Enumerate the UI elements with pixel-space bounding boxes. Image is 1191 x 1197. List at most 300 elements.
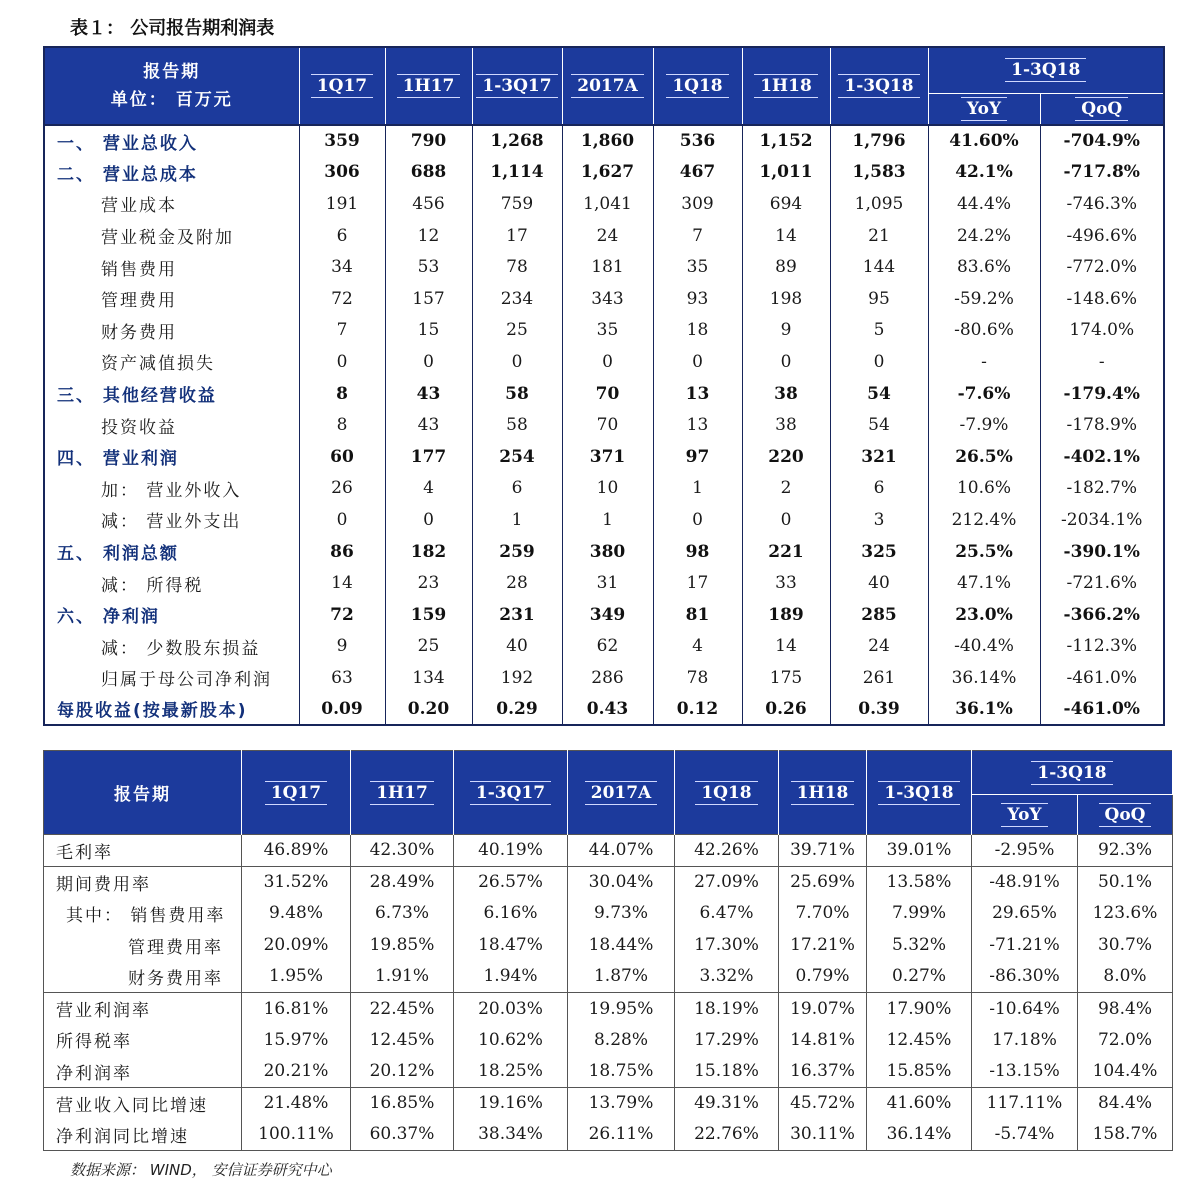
table-cell: 28.49% xyxy=(351,866,454,898)
table-cell: 13 xyxy=(653,378,742,410)
table-cell: 1.95% xyxy=(242,961,351,993)
table-cell: 35 xyxy=(653,251,742,283)
table-cell: 1 xyxy=(653,473,742,505)
table-row xyxy=(44,1024,1173,1056)
table-cell: 1,095 xyxy=(830,188,928,220)
table-cell: 25.5% xyxy=(928,536,1040,568)
table-row xyxy=(44,125,1164,157)
table-cell: 92.3% xyxy=(1078,835,1173,867)
table-cell: 72 xyxy=(299,599,385,631)
table-cell: 4 xyxy=(385,473,472,505)
table-cell: 221 xyxy=(742,536,830,568)
table-cell: 36.14% xyxy=(867,1119,972,1151)
table-cell: 18.19% xyxy=(675,992,779,1024)
table-cell: 84.4% xyxy=(1078,1087,1173,1119)
table-cell: 6.73% xyxy=(351,898,454,930)
table-cell: 25 xyxy=(385,631,472,663)
table-cell: 17 xyxy=(653,567,742,599)
table-cell: 19.85% xyxy=(351,929,454,961)
table-cell: 7 xyxy=(299,315,385,347)
table-cell: 38 xyxy=(742,378,830,410)
table-cell: 1,627 xyxy=(562,157,653,189)
table-cell: 17.21% xyxy=(779,929,867,961)
header-unit: 单位： 百万元 xyxy=(110,90,233,110)
table-cell: 36.14% xyxy=(928,662,1040,694)
table-cell: 0 xyxy=(742,346,830,378)
table-cell: 1.91% xyxy=(351,961,454,993)
table-cell: 181 xyxy=(562,251,653,283)
table-cell: 231 xyxy=(472,599,562,631)
table-cell: -40.4% xyxy=(928,631,1040,663)
group-header: 1-3Q18 xyxy=(972,751,1173,795)
column-header: 1H17 xyxy=(385,47,472,125)
table-cell: 46.89% xyxy=(242,835,351,867)
table-cell: 158.7% xyxy=(1092,1124,1158,1145)
row-label: 其中： 销售费用率 xyxy=(44,898,242,930)
table-cell: -704.9% xyxy=(1040,125,1164,157)
table-cell: -772.0% xyxy=(1066,257,1138,278)
table-cell: -5.74% xyxy=(972,1119,1078,1151)
table-cell: 1.94% xyxy=(454,961,568,993)
table-cell: 5.32% xyxy=(867,929,972,961)
table-cell: 259 xyxy=(472,536,562,568)
table-cell: 175 xyxy=(742,662,830,694)
table-cell: 72.0% xyxy=(1097,1029,1152,1050)
table-cell: 3.32% xyxy=(675,961,779,993)
table-cell: -461.0% xyxy=(1066,667,1138,688)
table-cell: 14 xyxy=(299,567,385,599)
ratio-table xyxy=(43,750,1173,1151)
table-cell: -717.8% xyxy=(1063,162,1140,183)
table-cell: 30.7% xyxy=(1097,935,1152,956)
header-period: 报告期 xyxy=(143,62,201,82)
sub-column-header: QoQ xyxy=(1078,795,1173,835)
table-cell: -182.7% xyxy=(1066,478,1138,499)
table-cell: 18.47% xyxy=(454,929,568,961)
table-cell: 31.52% xyxy=(242,866,351,898)
column-header: 1-3Q17 xyxy=(472,47,562,125)
table-cell: 1,268 xyxy=(472,125,562,157)
column-header: 2017A xyxy=(562,47,653,125)
table-cell: 44.07% xyxy=(568,835,675,867)
row-label: 期间费用率 xyxy=(44,866,242,898)
table-cell: 20.09% xyxy=(242,929,351,961)
table-row xyxy=(44,992,1173,1024)
table-cell: 7.99% xyxy=(867,898,972,930)
table-row xyxy=(44,567,1164,599)
table-cell: 17.90% xyxy=(867,992,972,1024)
table-cell: 86 xyxy=(299,536,385,568)
table-cell: 123.6% xyxy=(1092,903,1158,924)
table-cell: 43 xyxy=(385,409,472,441)
table-cell: 15 xyxy=(385,315,472,347)
table-cell: -178.9% xyxy=(1066,415,1138,436)
table-cell: 33 xyxy=(742,567,830,599)
table-row xyxy=(44,1056,1173,1088)
table-cell: 78 xyxy=(653,662,742,694)
table-cell: 7.70% xyxy=(779,898,867,930)
table-cell: 9 xyxy=(742,315,830,347)
table-cell: -86.30% xyxy=(972,961,1078,993)
table-cell: 14.81% xyxy=(779,1024,867,1056)
income-statement-table xyxy=(43,46,1165,726)
table-cell: 18 xyxy=(653,315,742,347)
table-cell: 0.09 xyxy=(299,694,385,726)
table-cell: 40 xyxy=(830,567,928,599)
table-cell: 254 xyxy=(472,441,562,473)
table-cell: 15.85% xyxy=(867,1056,972,1088)
table-cell: 24 xyxy=(830,631,928,663)
table-cell: 1,583 xyxy=(830,157,928,189)
table-cell: 7 xyxy=(653,220,742,252)
table-cell: 12.45% xyxy=(351,1024,454,1056)
table-cell: 42.1% xyxy=(928,157,1040,189)
sub-column-header: YoY xyxy=(972,795,1078,835)
table-cell: 0.29 xyxy=(472,694,562,726)
table-cell: 0 xyxy=(385,346,472,378)
table-cell: 19.07% xyxy=(779,992,867,1024)
table-cell: 0.39 xyxy=(830,694,928,726)
table-cell: 19.16% xyxy=(454,1087,568,1119)
table-cell: 13.58% xyxy=(867,866,972,898)
table-cell: -112.3% xyxy=(1066,636,1138,657)
table-cell: 42.30% xyxy=(351,835,454,867)
table-cell: 192 xyxy=(472,662,562,694)
table-cell: 16.37% xyxy=(779,1056,867,1088)
table-cell: 6.16% xyxy=(454,898,568,930)
row-label: 管理费用 xyxy=(44,283,299,315)
table-cell: 759 xyxy=(472,188,562,220)
table-cell: 8.28% xyxy=(568,1024,675,1056)
table-cell: 17.30% xyxy=(675,929,779,961)
table-row xyxy=(44,1119,1173,1151)
table-cell: 191 xyxy=(299,188,385,220)
table-cell: 21.48% xyxy=(242,1087,351,1119)
table-cell: 1.87% xyxy=(568,961,675,993)
row-label: 净利润同比增速 xyxy=(44,1119,242,1151)
table-cell: -746.3% xyxy=(1066,193,1138,214)
table-cell: 1,011 xyxy=(742,157,830,189)
table-cell: 306 xyxy=(299,157,385,189)
table-cell: 39.71% xyxy=(779,835,867,867)
row-label: 净利润率 xyxy=(44,1056,242,1088)
row-label: 毛利率 xyxy=(44,835,242,867)
table-row xyxy=(44,961,1173,993)
table-cell: 8 xyxy=(299,378,385,410)
table-cell: 14 xyxy=(742,220,830,252)
table-cell: 89 xyxy=(742,251,830,283)
table-cell: 41.60% xyxy=(867,1087,972,1119)
table-cell: 174.0% xyxy=(1069,320,1135,341)
table-cell: 44.4% xyxy=(928,188,1040,220)
table-cell: 0.79% xyxy=(779,961,867,993)
row-label: 营业成本 xyxy=(44,188,299,220)
table-cell: 234 xyxy=(472,283,562,315)
table-cell: 198 xyxy=(742,283,830,315)
table-cell: 100.11% xyxy=(242,1119,351,1151)
table-cell: 1,041 xyxy=(562,188,653,220)
table-cell: 98 xyxy=(653,536,742,568)
table-cell: 9.73% xyxy=(568,898,675,930)
table-cell: 60 xyxy=(299,441,385,473)
table-cell: 18.25% xyxy=(454,1056,568,1088)
table-cell: 343 xyxy=(562,283,653,315)
table-cell: -2.95% xyxy=(972,835,1078,867)
table-cell: 24 xyxy=(562,220,653,252)
table-cell: 220 xyxy=(742,441,830,473)
table-cell: 38.34% xyxy=(454,1119,568,1151)
table-cell: 41.60% xyxy=(928,125,1040,157)
table-cell: 26 xyxy=(299,473,385,505)
table-cell: 182 xyxy=(385,536,472,568)
table-cell: 34 xyxy=(299,251,385,283)
table-cell: 134 xyxy=(385,662,472,694)
table-cell: 13 xyxy=(653,409,742,441)
table-cell: 10 xyxy=(562,473,653,505)
table-cell: 72 xyxy=(299,283,385,315)
table-cell: 98.4% xyxy=(1078,992,1173,1024)
row-label: 归属于母公司净利润 xyxy=(44,662,299,694)
table-row xyxy=(44,251,1164,283)
table-row xyxy=(44,315,1164,347)
table-cell: 22.45% xyxy=(351,992,454,1024)
table-cell: 15.18% xyxy=(675,1056,779,1088)
table-cell: 212.4% xyxy=(928,504,1040,536)
table-cell: 97 xyxy=(653,441,742,473)
table-cell: 0 xyxy=(653,504,742,536)
row-label: 所得税率 xyxy=(44,1024,242,1056)
column-header: 1H18 xyxy=(779,751,867,835)
table-cell: 3 xyxy=(830,504,928,536)
table-cell: 47.1% xyxy=(928,567,1040,599)
group-header: 1-3Q18 xyxy=(928,47,1164,93)
table-cell: -7.9% xyxy=(928,409,1040,441)
row-label: 六、 净利润 xyxy=(44,599,299,631)
table-cell: 9.48% xyxy=(242,898,351,930)
table-cell: 380 xyxy=(562,536,653,568)
column-header: 1H17 xyxy=(351,751,454,835)
row-label: 销售费用 xyxy=(44,251,299,283)
table-cell: -13.15% xyxy=(972,1056,1078,1088)
table-cell: 93 xyxy=(653,283,742,315)
table-cell: 16.81% xyxy=(242,992,351,1024)
table-cell: -7.6% xyxy=(928,378,1040,410)
table-cell: 0 xyxy=(385,504,472,536)
table-cell: 0.26 xyxy=(742,694,830,726)
table-cell: 117.11% xyxy=(972,1087,1078,1119)
table-cell: 10.62% xyxy=(454,1024,568,1056)
header-period: 报告期 xyxy=(114,785,171,805)
table-cell: 50.1% xyxy=(1078,866,1173,898)
table-cell: 359 xyxy=(299,125,385,157)
table-cell: -402.1% xyxy=(1063,446,1140,467)
table-cell: 9 xyxy=(299,631,385,663)
table-cell: 25.69% xyxy=(779,866,867,898)
table-cell: 694 xyxy=(742,188,830,220)
table-cell: 35 xyxy=(562,315,653,347)
table-row xyxy=(44,898,1173,930)
column-header: 1H18 xyxy=(742,47,830,125)
table-cell: 14 xyxy=(742,631,830,663)
table-cell: 6.47% xyxy=(675,898,779,930)
table-cell: 1 xyxy=(562,504,653,536)
table-cell: 16.85% xyxy=(351,1087,454,1119)
column-header: 1-3Q17 xyxy=(454,751,568,835)
row-label: 一、 营业总收入 xyxy=(44,125,299,157)
table-cell: 21 xyxy=(830,220,928,252)
table-row xyxy=(44,346,1164,378)
table-cell: 0 xyxy=(742,504,830,536)
table-cell: 60.37% xyxy=(351,1119,454,1151)
sub-column-header: QoQ xyxy=(1040,93,1164,125)
table-cell: 6 xyxy=(472,473,562,505)
table-cell: 36.1% xyxy=(928,694,1040,726)
table-cell: 467 xyxy=(653,157,742,189)
table-row xyxy=(44,631,1164,663)
table-cell: 286 xyxy=(562,662,653,694)
table-cell: 1,796 xyxy=(830,125,928,157)
table-row xyxy=(44,188,1164,220)
table-cell: 42.26% xyxy=(675,835,779,867)
table-cell: 309 xyxy=(653,188,742,220)
table-cell: 321 xyxy=(830,441,928,473)
table-cell: 17.29% xyxy=(675,1024,779,1056)
table-row xyxy=(44,504,1164,536)
table-cell: 38 xyxy=(742,409,830,441)
table-cell: 2 xyxy=(742,473,830,505)
table-cell: 39.01% xyxy=(867,835,972,867)
column-header: 2017A xyxy=(568,751,675,835)
table-cell: 1,114 xyxy=(472,157,562,189)
table-row xyxy=(44,473,1164,505)
table-cell: 189 xyxy=(742,599,830,631)
table-row xyxy=(44,441,1164,473)
table-cell: 53 xyxy=(385,251,472,283)
table-cell: 104.4% xyxy=(1092,1061,1158,1082)
table-cell: 349 xyxy=(562,599,653,631)
table-cell: 30.11% xyxy=(779,1119,867,1151)
row-label: 减： 少数股东损益 xyxy=(44,631,299,663)
table-cell: 43 xyxy=(385,378,472,410)
table-cell: 0.12 xyxy=(653,694,742,726)
table-cell: 95 xyxy=(830,283,928,315)
table-cell: 285 xyxy=(830,599,928,631)
table-cell: 40.19% xyxy=(454,835,568,867)
row-label: 五、 利润总额 xyxy=(44,536,299,568)
row-label: 四、 营业利润 xyxy=(44,441,299,473)
table-cell: 8 xyxy=(299,409,385,441)
table-cell: -148.6% xyxy=(1066,288,1138,309)
table-title: 表１： 公司报告期利润表 xyxy=(70,18,275,39)
table-cell: 6 xyxy=(830,473,928,505)
table-cell: 62 xyxy=(562,631,653,663)
table-cell: 0.20 xyxy=(385,694,472,726)
table-cell: 0.43 xyxy=(562,694,653,726)
header-period-cell xyxy=(44,47,299,125)
table-cell: 18.75% xyxy=(568,1056,675,1088)
table-cell: 58 xyxy=(472,409,562,441)
table-row xyxy=(44,929,1173,961)
table-cell: -71.21% xyxy=(972,929,1078,961)
table-cell: 157 xyxy=(385,283,472,315)
table-cell: - xyxy=(928,346,1040,378)
table-cell: 325 xyxy=(830,536,928,568)
row-label: 财务费用 xyxy=(44,315,299,347)
table-cell: 45.72% xyxy=(779,1087,867,1119)
table-cell: 17 xyxy=(472,220,562,252)
table-cell: -59.2% xyxy=(928,283,1040,315)
table-row xyxy=(44,694,1164,726)
table-cell: -10.64% xyxy=(972,992,1078,1024)
row-label: 二、 营业总成本 xyxy=(44,157,299,189)
table-cell: 24.2% xyxy=(928,220,1040,252)
row-label: 资产减值损失 xyxy=(44,346,299,378)
table-cell: 456 xyxy=(385,188,472,220)
table-cell: 30.04% xyxy=(568,866,675,898)
table-cell: 371 xyxy=(562,441,653,473)
table-cell: 58 xyxy=(472,378,562,410)
table-cell: 159 xyxy=(385,599,472,631)
table-cell: 83.6% xyxy=(928,251,1040,283)
table-cell: -80.6% xyxy=(928,315,1040,347)
table-cell: 536 xyxy=(653,125,742,157)
table-cell: -2034.1% xyxy=(1061,509,1143,530)
table-row xyxy=(44,866,1173,898)
table-cell: -366.2% xyxy=(1063,604,1140,625)
table-cell: 6 xyxy=(299,220,385,252)
table-cell: 81 xyxy=(653,599,742,631)
table-cell: 23 xyxy=(385,567,472,599)
table-row xyxy=(44,157,1164,189)
table-row xyxy=(44,378,1164,410)
table-cell: 1 xyxy=(472,504,562,536)
table-cell: 40 xyxy=(472,631,562,663)
table-row xyxy=(44,536,1164,568)
column-header: 1Q18 xyxy=(653,47,742,125)
table-cell: 26.11% xyxy=(568,1119,675,1151)
table-cell: 688 xyxy=(385,157,472,189)
table-cell: -179.4% xyxy=(1063,383,1140,404)
table-cell: 25 xyxy=(472,315,562,347)
table-cell: 20.12% xyxy=(351,1056,454,1088)
table-cell: 20.03% xyxy=(454,992,568,1024)
row-label: 营业收入同比增速 xyxy=(44,1087,242,1119)
table-cell: 29.65% xyxy=(972,898,1078,930)
table-cell: 1,152 xyxy=(742,125,830,157)
table-cell: -461.0% xyxy=(1063,698,1140,719)
table-cell: 22.76% xyxy=(675,1119,779,1151)
table-cell: 19.95% xyxy=(568,992,675,1024)
table-cell: 15.97% xyxy=(242,1024,351,1056)
table-cell: - xyxy=(1098,351,1105,372)
column-header: 1Q18 xyxy=(675,751,779,835)
table-cell: 261 xyxy=(830,662,928,694)
table-cell: 26.5% xyxy=(928,441,1040,473)
row-label: 投资收益 xyxy=(44,409,299,441)
table-cell: 1,860 xyxy=(562,125,653,157)
header-period-cell xyxy=(44,751,242,835)
table-row xyxy=(44,283,1164,315)
column-header: 1Q17 xyxy=(299,47,385,125)
table-cell: 70 xyxy=(562,378,653,410)
table-cell: 27.09% xyxy=(675,866,779,898)
table-cell: 31 xyxy=(562,567,653,599)
row-label: 加： 营业外收入 xyxy=(44,473,299,505)
table-cell: 0 xyxy=(472,346,562,378)
table-cell: 12.45% xyxy=(867,1024,972,1056)
table-cell: 54 xyxy=(830,409,928,441)
table-cell: 0 xyxy=(653,346,742,378)
